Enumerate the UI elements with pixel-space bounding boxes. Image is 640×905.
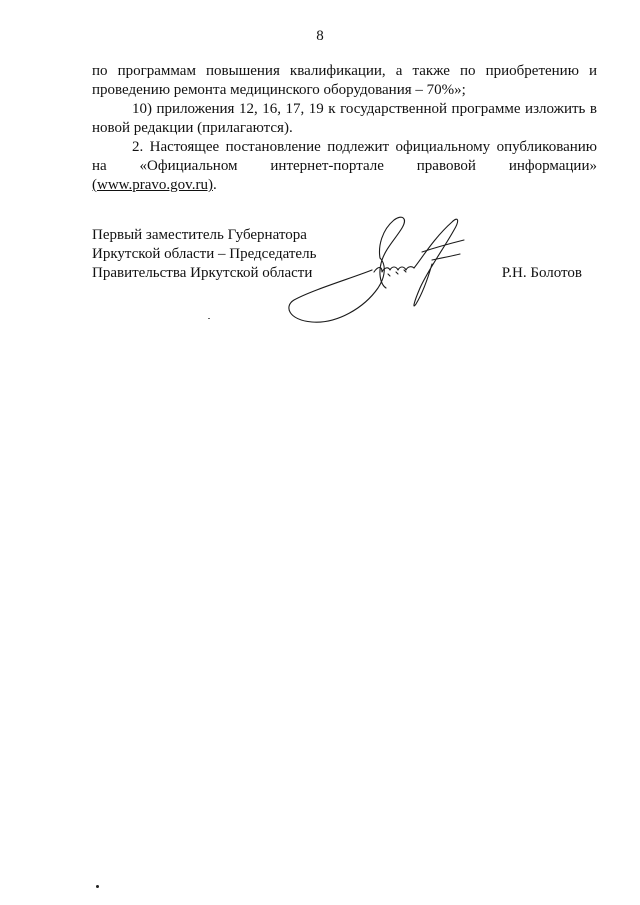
paragraph-funding: по программам повышения квалификации, а также по приобретению и проведению ремонта медицинского оборудования – 70%»; bbox=[92, 63, 597, 98]
pravo-link[interactable]: (www.pravo.gov.ru) bbox=[92, 177, 213, 193]
page-number: 8 bbox=[316, 28, 324, 44]
document-body bbox=[92, 62, 597, 195]
paragraph-publication: 2. Настоящее постановление подлежит официальному опубликованию на «Официальном интернет-портале правовой информации» bbox=[92, 139, 597, 174]
handwritten-signature-icon bbox=[282, 208, 482, 333]
scan-speck bbox=[96, 885, 99, 888]
signatory-title-line-1: Первый заместитель Губернатора bbox=[92, 227, 307, 243]
scan-speck bbox=[208, 318, 210, 319]
signatory-title-line-3: Правительства Иркутской области bbox=[92, 265, 313, 281]
paragraph-end-period: . bbox=[212, 177, 217, 193]
signatory-title-line-2: Иркутской области – Председатель bbox=[92, 246, 317, 262]
signatory-name: Р.Н. Болотов bbox=[501, 265, 582, 281]
paragraph-appendices: 10) приложения 12, 16, 17, 19 к государственной программе изложить в новой редакции (прилагаются). bbox=[92, 101, 597, 136]
paragraph-publication-link-line bbox=[92, 176, 597, 195]
